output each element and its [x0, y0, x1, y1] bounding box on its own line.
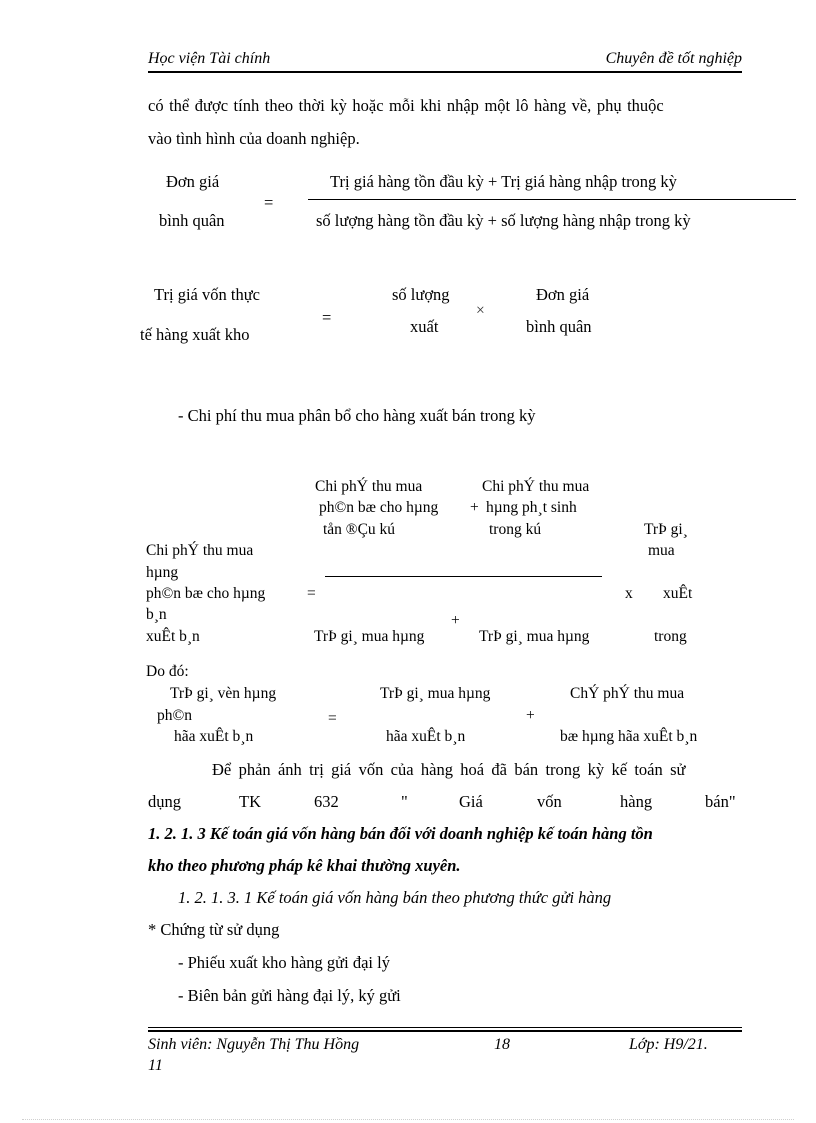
- alloc-lhs-line-3: ph©n bæ cho hµng: [146, 585, 266, 602]
- alloc-rhs-line-4: trong: [654, 628, 687, 645]
- cogs-term1-line-1: TrÞ gi¸ mua hµng: [380, 685, 491, 702]
- alloc-lhs-line-4: b¸n: [146, 606, 167, 623]
- cost-issued-quantity-1: số lượng: [392, 285, 450, 304]
- intro-line-2: vào tình hình của doanh nghiệp.: [148, 129, 360, 148]
- alloc-num1-line-2: ph©n bæ cho hµng: [319, 499, 439, 516]
- alloc-equals: =: [307, 585, 316, 602]
- alloc-num2-line-1: Chi phÝ thu mua: [482, 478, 590, 495]
- alloc-lhs-line-5: xuÊt b¸n: [146, 628, 200, 645]
- cost-issued-lhs-2: tế hàng xuất kho: [140, 325, 250, 344]
- cogs-lhs-line-1: TrÞ gi¸ vèn hµng: [170, 685, 277, 702]
- alloc-den-2: TrÞ gi¸ mua hµng: [479, 628, 590, 645]
- alloc-fraction-bar: [325, 576, 602, 577]
- paragraph-word: hàng: [620, 792, 653, 811]
- unit-price-equals: =: [264, 193, 274, 212]
- footer-student: Sinh viên: Nguyễn Thị Thu Hồng: [148, 1036, 360, 1053]
- alloc-num2-line-3: trong kú: [489, 521, 542, 538]
- alloc-times: x: [625, 585, 633, 602]
- paragraph-word: Giá: [459, 792, 483, 811]
- cogs-term1-line-2: hãa xuÊt b¸n: [386, 728, 466, 745]
- documents-title: * Chứng từ sử dụng: [148, 920, 280, 939]
- header-institution: Học viện Tài chính: [148, 50, 271, 67]
- unit-price-fraction-bar: [308, 199, 796, 200]
- cogs-plus: +: [526, 707, 535, 724]
- alloc-den-plus: +: [451, 612, 460, 629]
- cogs-lhs-line-3: hãa xuÊt b¸n: [174, 728, 254, 745]
- paragraph-word: TK: [239, 792, 261, 811]
- paragraph-word: dụng: [148, 792, 181, 811]
- cogs-term2-line-1: ChÝ phÝ thu mua: [570, 685, 685, 702]
- unit-price-lhs-1: Đơn giá: [166, 172, 220, 191]
- cogs-equals: =: [328, 710, 337, 727]
- alloc-lhs-line-2: hµng: [146, 564, 179, 581]
- alloc-rhs-line-2: mua: [648, 542, 675, 559]
- intro-line-1: có thể được tính theo thời kỳ hoặc mỗi khi nhập một lô hàng về, phụ thuộc: [148, 96, 664, 115]
- unit-price-lhs-2: bình quân: [159, 211, 225, 230]
- page-edge-divider: [22, 1119, 794, 1120]
- paragraph-word: vốn: [537, 792, 562, 811]
- paragraph-line-1: Để phản ánh trị giá vốn của hàng hoá đã bán trong kỳ kế toán sử: [212, 760, 686, 779]
- paragraph-word: ": [401, 792, 408, 811]
- footer-rule-bottom: [148, 1030, 742, 1032]
- unit-price-denominator: số lượng hàng tồn đầu kỳ + số lượng hàng nhập trong kỳ: [316, 211, 691, 230]
- cogs-label: Do đó:: [146, 663, 189, 680]
- paragraph-word: 632: [314, 792, 339, 811]
- header-document-type: Chuyên đề tốt nghiệp: [605, 50, 742, 67]
- footer-rule-top: [148, 1027, 742, 1028]
- alloc-den-1: TrÞ gi¸ mua hµng: [314, 628, 425, 645]
- cost-issued-price-2: bình quân: [526, 317, 592, 336]
- cost-issued-lhs-1: Trị giá vốn thực: [154, 285, 260, 304]
- documents-item: - Phiếu xuất kho hàng gửi đại lý: [178, 953, 390, 972]
- alloc-num-plus: +: [470, 499, 479, 516]
- alloc-num2-line-2: hµng ph¸t sinh: [486, 499, 577, 516]
- cogs-term2-line-2: bæ hµng hãa xuÊt b¸n: [560, 728, 698, 745]
- unit-price-numerator: Trị giá hàng tồn đầu kỳ + Trị giá hàng nhập trong kỳ: [330, 172, 677, 191]
- paragraph-word: bán": [705, 792, 736, 811]
- cogs-lhs-line-2: ph©n: [157, 707, 193, 724]
- cost-allocation-heading: - Chi phí thu mua phân bổ cho hàng xuất bán trong kỳ: [178, 406, 536, 425]
- section-heading-line-1: 1. 2. 1. 3 Kế toán giá vốn hàng bán đối với doanh nghiệp kế toán hàng tồn: [148, 824, 653, 843]
- subsection-heading: 1. 2. 1. 3. 1 Kế toán giá vốn hàng bán theo phương thức gửi hàng: [178, 888, 612, 907]
- alloc-lhs-line-1: Chi phÝ thu mua: [146, 542, 254, 559]
- header-rule: [148, 71, 742, 73]
- cost-issued-price-1: Đơn giá: [536, 285, 590, 304]
- section-heading-line-2: kho theo phương pháp kê khai thường xuyên.: [148, 856, 461, 875]
- alloc-rhs-line-1: TrÞ gi¸: [644, 521, 688, 538]
- documents-item: - Biên bản gửi hàng đại lý, ký gửi: [178, 986, 401, 1005]
- alloc-rhs-line-3: xuÊt: [663, 585, 693, 602]
- footer-page-number: 18: [494, 1036, 510, 1053]
- cost-issued-times: ×: [476, 302, 485, 319]
- cost-issued-equals: =: [322, 308, 332, 327]
- cost-issued-quantity-2: xuất: [410, 317, 439, 336]
- footer-class: Lớp: H9/21.: [629, 1036, 708, 1053]
- footer-class-continued: 11: [148, 1057, 163, 1074]
- alloc-num1-line-3: tån ®Çu kú: [323, 521, 396, 538]
- alloc-num1-line-1: Chi phÝ thu mua: [315, 478, 423, 495]
